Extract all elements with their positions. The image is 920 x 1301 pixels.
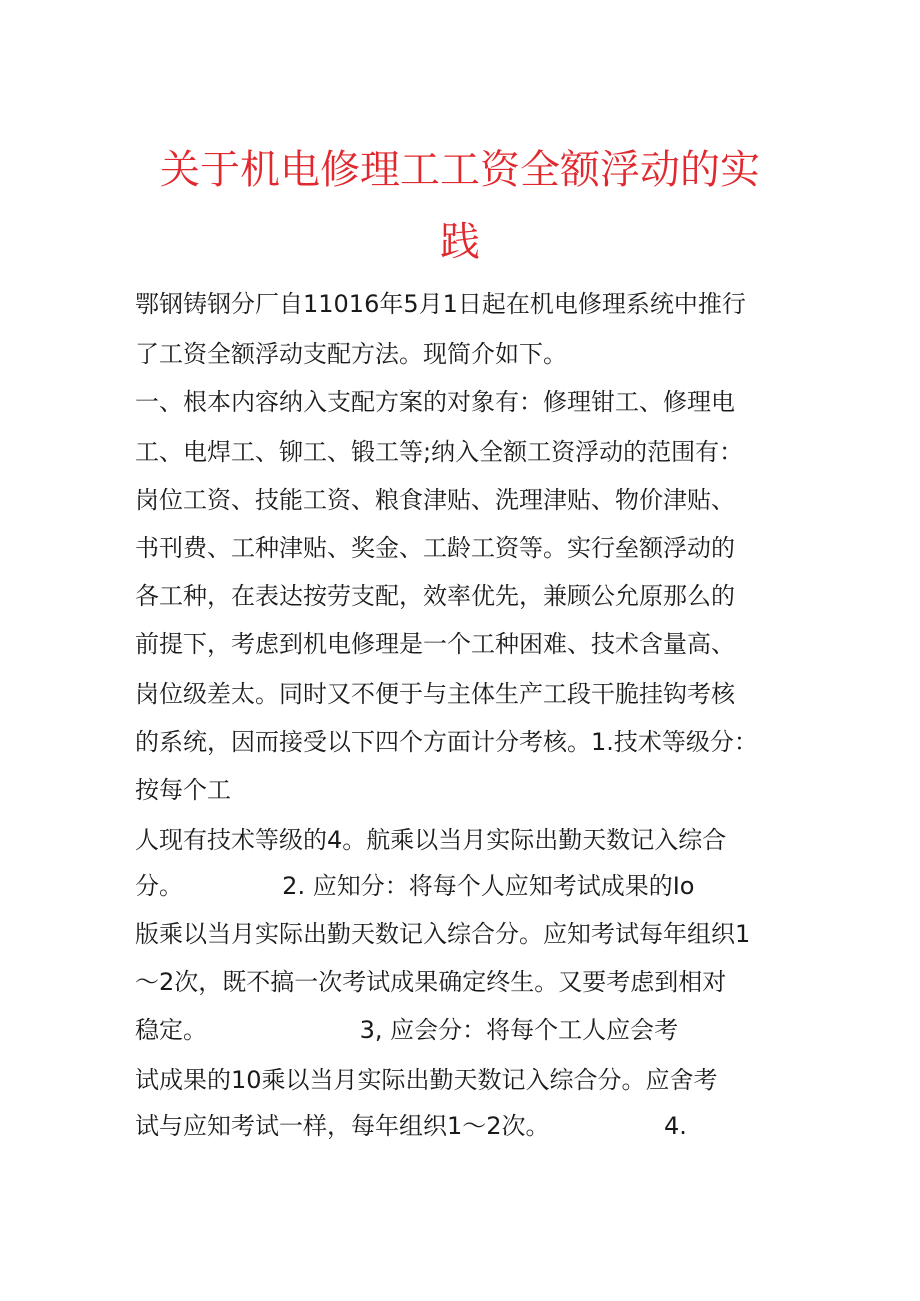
body-line-1: 鄂钢铸钢分厂自11016年5月1日起在机电修理系统中推行: [135, 290, 746, 318]
body-line-7: 各工种，在表达按劳支配，效率优先，兼顾公允原那么的: [135, 582, 735, 610]
body-line-15: ～2次，既不搞一次考试成果确定终生。又要考虑到相对: [135, 968, 727, 996]
body-line-17: 试成果的10乘以当月实际出勤天数记入综合分。应舍考: [135, 1066, 718, 1094]
body-line-11: 按每个工: [135, 776, 231, 804]
body-line-3: 一、根本内容纳入支配方案的对象有：修理钳工、修理电: [135, 388, 735, 416]
body-line-16: 稳定。 3, 应会分：将每个工人应会考: [135, 1016, 679, 1044]
document-title-line-1: 关于机电修理工工资全额浮动的实: [160, 147, 760, 193]
body-line-10: 的系统，因而接受以下四个方面计分考核。1.技术等级分：: [135, 728, 758, 756]
body-line-13: 分。 2. 应知分：将每个人应知考试成果的Io: [135, 872, 695, 900]
body-line-12: 人现有技术等级的4。航乘以当月实际出勤天数记入综合: [135, 826, 727, 854]
body-line-14: 版乘以当月实际出勤天数记入综合分。应知考试每年组织1: [135, 920, 751, 948]
body-line-6: 书刊费、工种津贴、奖金、工龄工资等。实行垒额浮动的: [135, 534, 735, 562]
document-title-line-2: 践: [440, 219, 480, 265]
body-line-9: 岗位级差太。同时又不便于与主体生产工段干脆挂钩考核: [135, 680, 735, 708]
body-line-5: 岗位工资、技能工资、粮食津贴、洗理津贴、物价津贴、: [135, 486, 735, 514]
body-line-2: 了工资全额浮动支配方法。现简介如下。: [135, 340, 567, 368]
body-line-8: 前提下，考虑到机电修理是一个工种困难、技术含量高、: [135, 630, 735, 658]
body-line-4: 工、电焊工、铆工、锻工等;纳入全额工资浮动的范围有：: [135, 438, 744, 466]
body-line-18: 试与应知考试一样，每年组织1～2次。 4.: [135, 1112, 687, 1140]
